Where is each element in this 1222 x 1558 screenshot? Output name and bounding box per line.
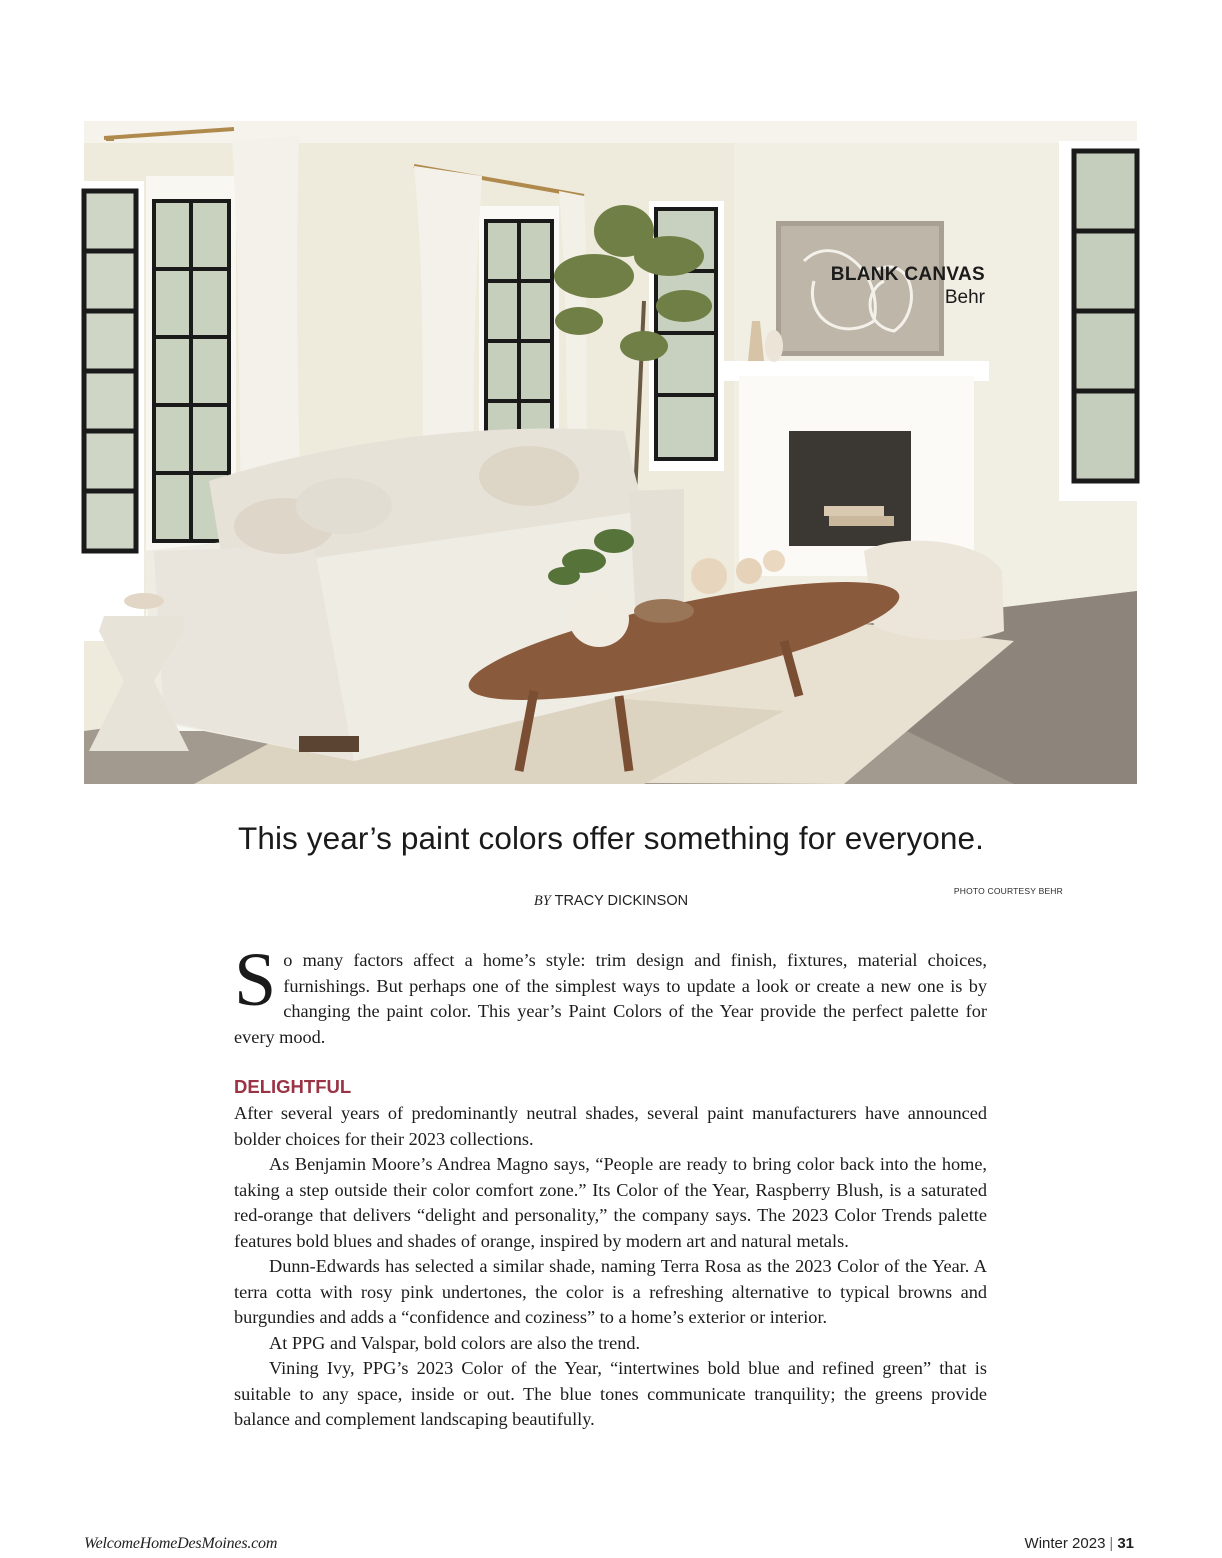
- byline: [0, 893, 1222, 910]
- footer-folio: [1025, 1535, 1134, 1552]
- drop-cap: S: [234, 938, 277, 1022]
- article-body: [234, 938, 987, 1433]
- page-number: 31: [1117, 1535, 1134, 1552]
- body-paragraph: Vining Ivy, PPG’s 2023 Color of the Year, “intertwines bold blue and refined green” that is suitable to any space, inside or out. The blue tones communicate tranquility; the greens provide balance and complement landscaping beautifully.: [234, 1358, 987, 1429]
- byline-author: TRACY DICKINSON: [550, 893, 689, 909]
- byline-by: BY: [533, 893, 551, 909]
- section-heading: DELIGHTFUL: [234, 1076, 352, 1097]
- body-paragraph: After several years of predominantly neutral shades, several paint manufacturers have announced bolder choices for their 2023 collections.: [234, 1103, 987, 1149]
- footer-issue: Winter 2023: [1024, 1535, 1106, 1552]
- body-paragraph: At PPG and Valspar, bold colors are also the trend.: [269, 1332, 641, 1353]
- footer-separator: |: [1109, 1535, 1114, 1552]
- footer-website: WelcomeHomeDesMoines.com: [84, 1535, 278, 1552]
- photo-caption: [831, 263, 985, 309]
- intro-text: o many factors affect a home’s style: trim design and finish, fixtures, material choices, furnishings. But perhaps one of the simplest ways to update a look or create a new one is by changing the paint color. This year’s Paint Colors of the Year provide the perfect palette for every mood.: [234, 950, 987, 1047]
- body-paragraph: As Benjamin Moore’s Andrea Magno says, “People are ready to bring color back into the home, taking a step outside their color comfort zone.” Its Color of the Year, Raspberry Blush, is a saturated red-orange that delivers “delight and personality,” the company says. The 2023 Color Trends palette features bold blues and shades of orange, inspired by modern art and natural metals.: [234, 1154, 987, 1251]
- living-room-illustration: [84, 121, 1137, 784]
- article-headline: This year’s paint colors offer something for everyone.: [237, 820, 985, 856]
- photo-credit: PHOTO COURTESY BEHR: [953, 886, 1063, 896]
- intro-paragraph: [234, 938, 987, 1050]
- caption-title: BLANK CANVAS: [830, 264, 985, 285]
- body-paragraph: Dunn-Edwards has selected a similar shade, naming Terra Rosa as the 2023 Color of the Year. A terra cotta with rosy pink undertones, the color is a refreshing alternative to typical browns and burgundies and adds a “confidence and coziness” to a home’s exterior or interior.: [234, 1256, 987, 1327]
- caption-brand: Behr: [944, 287, 985, 308]
